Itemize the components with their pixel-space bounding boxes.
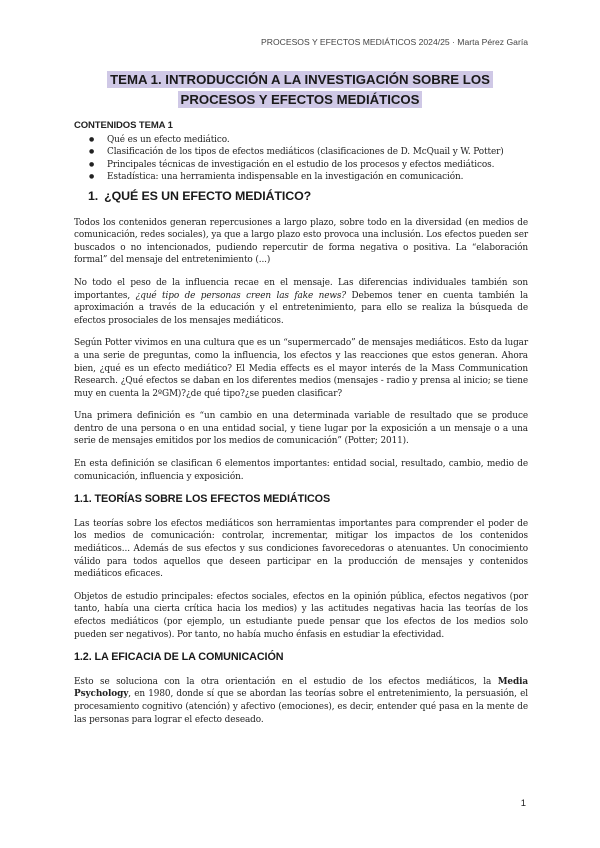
contents-heading: CONTENIDOS TEMA 1 <box>74 120 173 131</box>
section-1-1-paragraph-1: Las teorías sobre los efectos mediáticos son herramientas importantes para comprender el poder de los medios de comunicación: controlar, incrementar, mitigar los impactos de los contenidos mediáticos... Además de sus efectos y sus condiciones favorecedoras o atenuantes. Un conocimiento válido para todos aquellos que deseen participar en la producción de mensajes y contenidos mediáticos eficaces. <box>74 518 528 580</box>
running-header: PROCESOS Y EFECTOS MEDIÁTICOS 2024/25 · Marta Pérez Garía <box>261 37 528 47</box>
italic-question: ¿qué tipo de personas creen las fake news? <box>135 290 347 301</box>
section-1-paragraph-1: Todos los contenidos generan repercusiones a largo plazo, sobre todo en la diversidad (en medios de comunicación, redes sociales), ya que a largo plazo esto provoca una inclusión. Los efectos pueden ser buscados o no intencionados, pudiendo repercutir de forma negativa o positiva. La “elaboración formal” del mensaje del entretenimiento (...) <box>74 217 528 266</box>
section-1-1-paragraph-2: Objetos de estudio principales: efectos sociales, efectos en la opinión pública, efectos negativos (por tanto, había una cierta crítica hacia los medios) y las actitudes negativas hacia las teorías de los efectos mediáticos (por ejemplo, un estudiante puede pensar que los efectos de los medios solo pueden ser negativos). Por tanto, no había mucho énfasis en estudiar la efectividad. <box>74 591 528 640</box>
section-1-paragraph-5: En esta definición se clasifican 6 elementos importantes: entidad social, resultado, cambio, medio de comunicación, influencia y exposición. <box>74 459 528 482</box>
paragraph-text: , en 1980, donde sí que se abordan las teorías sobre el entretenimiento, la persuasión, el procesamiento cognitivo (atención) y afectivo (emociones), es decir, entender qué pasa en la mente de las personas para lograr el efecto deseado. <box>74 689 528 725</box>
section-1-paragraph-4: Una primera definición es “un cambio en una determinada variable de resultado que se produce dentro de una persona o en una entidad social, y tiene lugar por la exposición a un mensaje o a una serie de mensajes emitidos por los medios de comunicación” (Potter; 2011). <box>74 411 528 447</box>
bold-term: Media Psychology <box>74 676 528 700</box>
title-line-2: PROCESOS Y EFECTOS MEDIÁTICOS <box>178 91 423 108</box>
section-1-heading <box>88 190 528 203</box>
section-1-paragraph-2 <box>74 277 528 327</box>
page-number: 1 <box>520 798 526 809</box>
contents-item: ● Estadística: una herramienta indispensable en la investigación en comunicación. <box>107 171 528 184</box>
section-1-title: ¿QUÉ ES UN EFECTO MEDIÁTICO? <box>104 188 312 203</box>
title-line-1: TEMA 1. INTRODUCCIÓN A LA INVESTIGACIÓN SOBRE LOS <box>107 71 493 88</box>
section-1-2-paragraph-1 <box>74 676 528 726</box>
contents-item: ● Qué es un efecto mediático. <box>107 134 528 147</box>
contents-list <box>74 134 528 184</box>
document-title <box>80 70 520 109</box>
section-1-number: 1. <box>88 188 99 203</box>
paragraph-text: Debemos tener en cuenta también la aproximación a través de la educación y el entretenimiento, para ello se realiza la búsqueda de efectos prosociales de los mensajes mediáticos. <box>74 290 529 326</box>
contents-item: ● Clasificación de los tipos de efectos mediáticos (clasificaciones de D. McQuail y W. Potter) <box>107 146 528 159</box>
paragraph-text: No todo el peso de la influencia recae en el mensaje. Las diferencias individuales también son importantes, <box>74 277 528 301</box>
section-1-2-heading: 1.2. LA EFICACIA DE LA COMUNICACIÓN <box>74 651 284 664</box>
paragraph-text: Esto se soluciona con la otra orientación en el estudio de los efectos mediáticos, la <box>74 676 498 687</box>
section-1-1-heading: 1.1. TEORÍAS SOBRE LOS EFECTOS MEDIÁTICOS <box>74 493 331 506</box>
section-1-paragraph-3: Según Potter vivimos en una cultura que es un “supermercado” de mensajes mediáticos. Esto da lugar a una serie de preguntas, como la influencia, los efectos y las reacciones que estos generan. Ahora bien, ¿qué es un efecto mediático? El Media effects es el mayor interés de la Mass Communication Research. ¿Qué efectos se daban en los diferentes medios (mensajes - radio y prensa al inicio; se tiene muy en cuenta la 2ºGM)?¿de qué tipo?¿se pueden clasificar? <box>74 338 528 399</box>
document-body <box>74 120 528 736</box>
contents-item: ● Principales técnicas de investigación en el estudio de los procesos y efectos mediáticos. <box>107 159 528 172</box>
